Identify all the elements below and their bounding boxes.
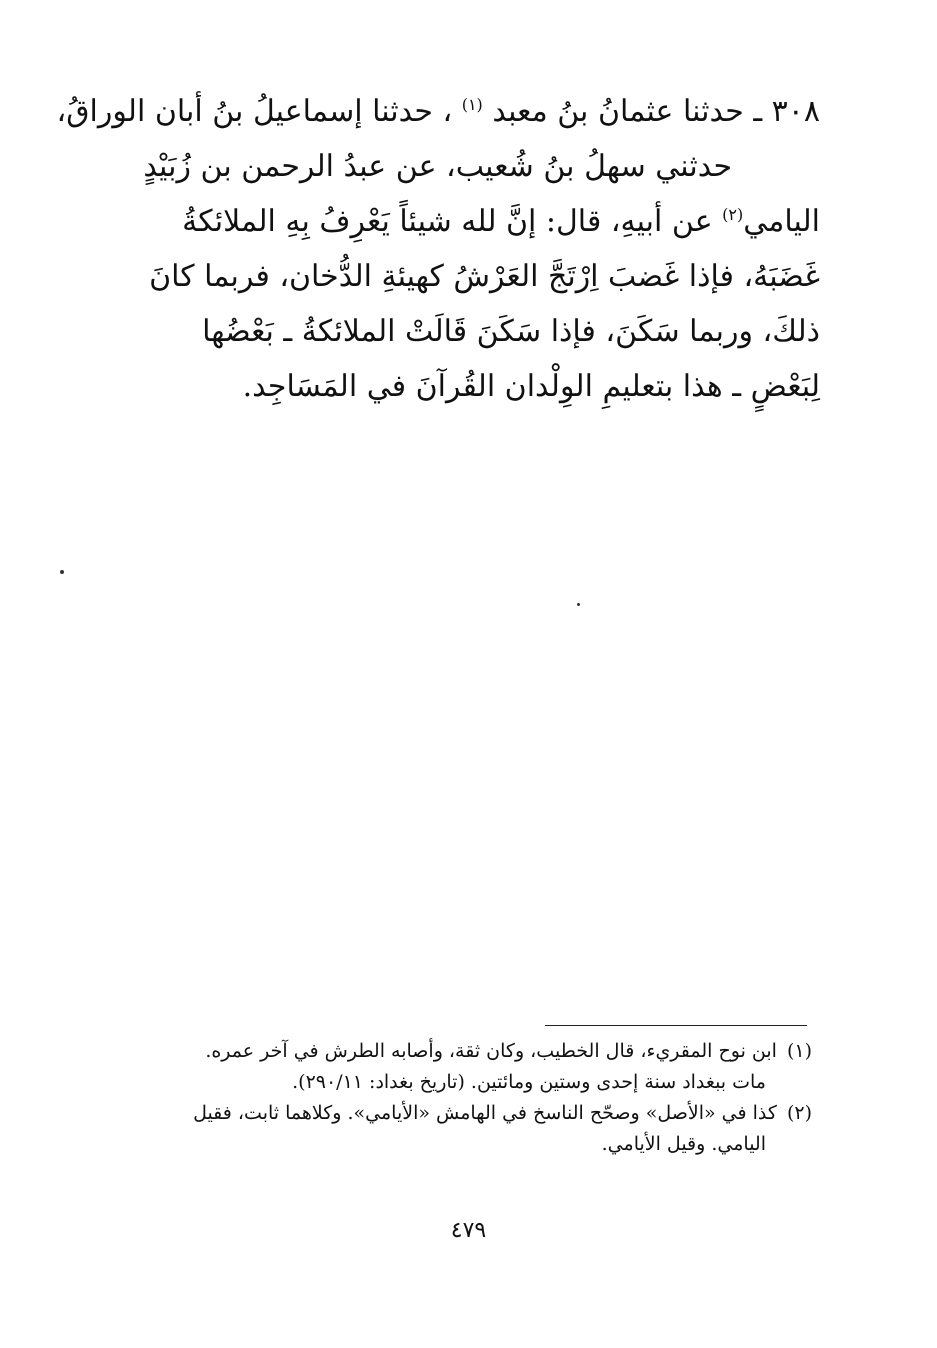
hadith-line-1-end: ، حدثنا إسماعيلُ بنُ أبان الوراقُ، [56,94,453,129]
scan-speck [60,570,64,574]
hadith-line-2: حدثني سهلُ بنُ شُعيب، عن عبدُ الرحمن بن زُبَيْدٍ [143,149,732,184]
footnote-text: ابن نوح المقريء، قال الخطيب، وكان ثقة، وأصابه الطرش في آخر عمره. [205,1040,777,1062]
scan-speck [577,603,580,606]
page-number: ٤٧٩ [450,1218,487,1243]
hadith-line-4: غَضَبَهُ، فإذا غَضبَ اِرْتَجَّ العَرْشُ كهيئةِ الدُّخان، فربما كانَ [149,259,820,294]
hadith-line-3-start: اليامي [743,204,820,239]
hadith-line-3-end: عن أبيهِ، قال: إنَّ لله شيئاً يَعْرِفُ بِهِ الملائكةُ [182,204,713,239]
hadith-line-1: ٣٠٨ ـ حدثنا عثمانُ بنُ معبد [492,94,820,129]
footnote-ref-1: (١) [461,95,483,114]
footnote-continuation: مات ببغداد سنة إحدى وستين ومائتين. (تاريخ بغداد: ٢٩٠/١١). [292,1071,766,1093]
footnote-text: كذا في «الأصل» وصحّح الناسخ في الهامش «الأيامي». وكلاهما ثابت، فقيل [193,1102,777,1124]
footnote-ref-2: (٢) [722,205,744,224]
footnote-continuation: اليامي. وقيل الأيامي. [601,1133,766,1155]
footnotes [110,1036,812,1160]
hadith-text [56,84,820,414]
footnote-divider [545,1025,807,1026]
footnote-number: (٢) [786,1102,812,1124]
hadith-line [110,194,820,249]
hadith-line-5: ذلكَ، وربما سَكَنَ، فإذا سَكَنَ قَالَتْ الملائكةُ ـ بَعْضُها [202,314,820,349]
footnote-1 [110,1036,812,1098]
footnote-2 [110,1098,812,1160]
hadith-line-6: لِبَعْضٍ ـ هذا بتعليمِ الوِلْدان القُرآنَ في المَسَاجِد. [242,369,820,404]
footnote-number: (١) [786,1040,812,1062]
hadith-line [56,84,820,139]
